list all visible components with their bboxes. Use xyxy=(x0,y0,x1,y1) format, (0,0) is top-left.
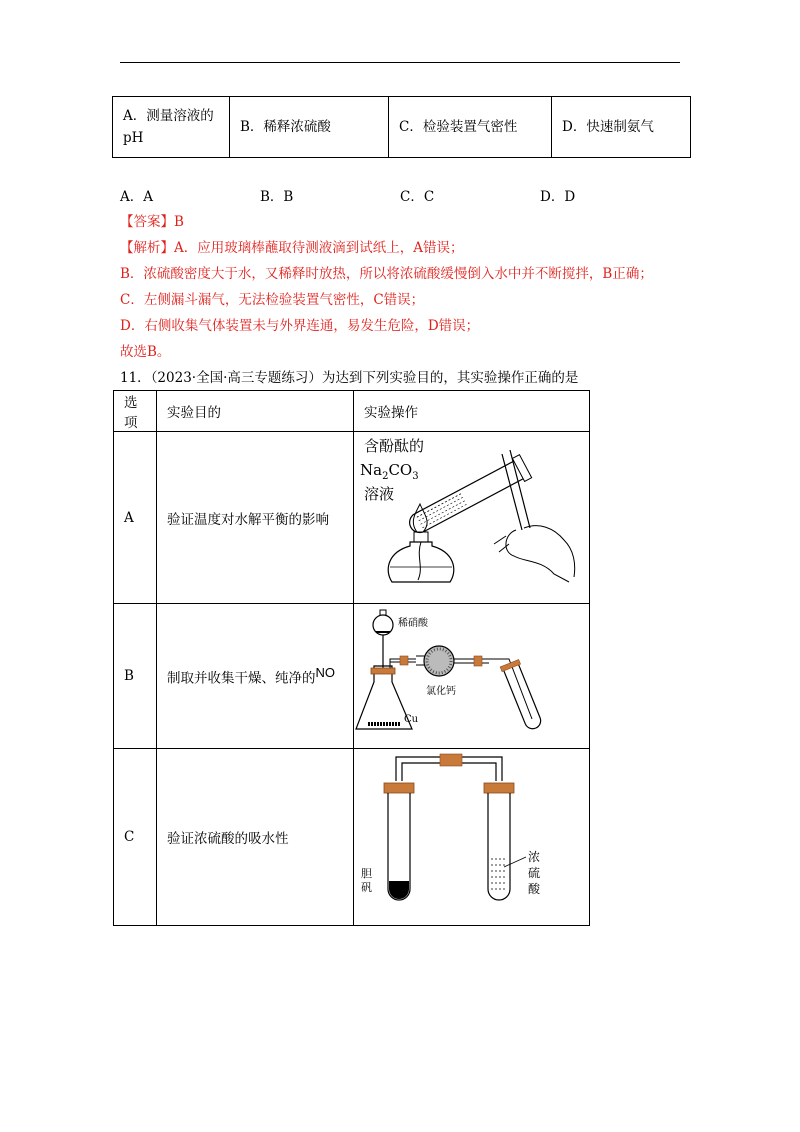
blue-vitriol xyxy=(389,881,409,899)
collection-tube xyxy=(500,659,545,731)
right-test-tube xyxy=(488,793,510,900)
row-a-option: A xyxy=(114,432,157,604)
analysis-conclusion: 故选B。 xyxy=(120,344,171,360)
lamp-cap xyxy=(414,532,428,542)
answer-choices xyxy=(120,185,680,205)
question-line xyxy=(120,366,578,386)
experiment-table xyxy=(113,390,590,926)
row-c-purpose: 验证浓硫酸的吸水性 xyxy=(157,749,354,926)
row-b-option: B xyxy=(114,604,157,749)
fig-c-right-label-3: 酸 xyxy=(528,882,541,896)
option-cell-d: D．快速制氨气 xyxy=(552,97,691,158)
header-purpose: 实验目的 xyxy=(157,391,354,432)
row-b-figure xyxy=(354,604,590,749)
no-preparation-diagram xyxy=(354,604,589,744)
fig-b-dryer-label: 氯化钙 xyxy=(426,686,456,697)
fig-b-acid-label: 稀硝酸 xyxy=(398,618,428,629)
fig-b-metal-label: Cu xyxy=(404,714,419,725)
fig-a-label-line3: 溶液 xyxy=(364,485,395,503)
choice-a: A．A xyxy=(120,189,153,205)
row-c-option: C xyxy=(114,749,157,926)
fig-c-right-label-1: 浓 xyxy=(528,850,541,864)
rubber-joint xyxy=(440,754,462,766)
alcohol-lamp xyxy=(388,542,454,582)
fig-c-left-label-2: 矾 xyxy=(361,881,372,894)
header-option: 选项 xyxy=(114,391,157,432)
left-stopper xyxy=(384,783,414,793)
conc-sulfuric-acid xyxy=(491,859,507,889)
choice-b: B．B xyxy=(260,189,294,205)
wick xyxy=(418,542,421,580)
answer-line: 【答案】B xyxy=(120,214,184,230)
question-stem: 为达到下列实验目的，其实验操作正确的是 xyxy=(321,370,579,386)
right-stopper xyxy=(484,783,514,793)
tube-holder xyxy=(502,450,530,530)
options-table xyxy=(112,96,691,158)
option-cell-b: B．稀释浓硫酸 xyxy=(230,97,389,158)
water-absorption-diagram xyxy=(354,749,589,921)
row-a-figure xyxy=(354,432,590,604)
analysis-line-1 xyxy=(120,236,464,256)
fig-a-label-formula: $Na_2CO_3$ xyxy=(360,461,419,482)
question-number: 11． xyxy=(120,370,151,386)
fig-a-label-line1: 含酚酞的 xyxy=(364,437,425,455)
hand xyxy=(506,526,575,582)
choice-c: C．C xyxy=(400,189,435,205)
row-b-formula: NO xyxy=(315,665,335,681)
row-c-figure xyxy=(354,749,590,926)
analysis-prefix: 【解析】 xyxy=(120,240,174,256)
analysis-line-4: D．右侧收集气体装置未与外界连通，易发生危险，D错误； xyxy=(120,318,480,334)
row-b-purpose: 制取并收集干燥、纯净的$^{NO}$ xyxy=(157,604,354,749)
analysis-line-2: B．浓硫酸密度大于水，又稀释时放热，所以将浓硫酸缓慢倒入水中并不断搅拌，B正确； xyxy=(120,266,653,282)
heating-test-tube-diagram xyxy=(354,432,589,599)
header-operation: 实验操作 xyxy=(354,391,590,432)
fig-c-right-label-2: 硫 xyxy=(528,866,541,880)
option-cell-a: A．测量溶液的pH xyxy=(113,97,230,158)
analysis-line-3: C．左侧漏斗漏气，无法检验装置气密性，C错误； xyxy=(120,292,425,308)
rubber-stopper xyxy=(371,668,395,674)
header-rule xyxy=(120,62,680,63)
row-a-purpose: 验证温度对水解平衡的影响 xyxy=(157,432,354,604)
choice-d: D．D xyxy=(540,189,576,205)
fig-c-left-label-1: 胆 xyxy=(361,867,372,880)
option-cell-c: C．检验装置气密性 xyxy=(389,97,552,158)
analysis-text-1: A．应用玻璃棒蘸取待测液滴到试纸上，A错误； xyxy=(174,240,464,256)
question-source: （2023·全国·高三专题练习） xyxy=(150,370,322,386)
